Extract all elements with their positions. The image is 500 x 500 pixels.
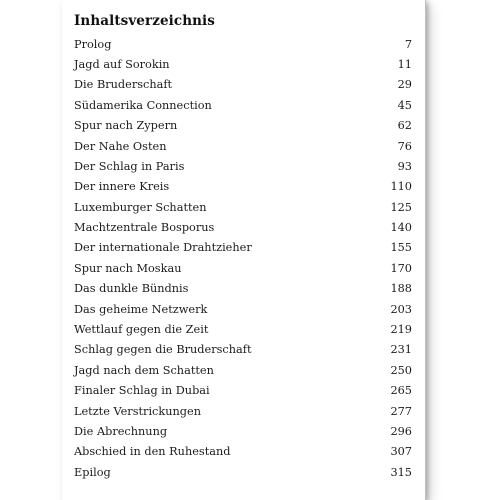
page-edge [425,0,426,500]
toc-entry-label: Prolog [74,37,112,51]
toc-entry-label: Spur nach Moskau [74,261,182,275]
toc-entry-page: 170 [390,261,412,275]
toc-entry-page: 110 [390,180,412,194]
toc-entry-label: Die Bruderschaft [74,78,173,92]
toc-entry-page: 93 [397,159,412,173]
toc-list [74,34,412,483]
toc-entry-label: Das dunkle Bündnis [74,282,189,296]
toc-entry [74,340,412,360]
toc-entry-page: 315 [390,465,412,479]
toc-entry [74,381,412,401]
toc-entry-page: 45 [397,98,412,112]
toc-entry-page: 140 [390,221,412,235]
toc-entry-label: Epilog [74,465,111,479]
toc-entry-page: 296 [390,424,412,438]
toc-entry [74,75,412,95]
toc-entry [74,360,412,380]
toc-entry-page: 219 [390,323,412,337]
toc-entry [74,462,412,482]
toc-entry-page: 265 [390,384,412,398]
toc-entry-label: Machtzentrale Bosporus [74,221,215,235]
toc-entry [74,116,412,136]
toc-entry-page: 277 [390,404,412,418]
toc-entry-label: Abschied in den Ruhestand [74,445,231,459]
toc-entry [74,319,412,339]
toc-entry-page: 155 [390,241,412,255]
toc-entry-label: Wettlauf gegen die Zeit [74,323,209,337]
toc-entry [74,299,412,319]
toc-entry-page: 76 [397,139,412,153]
toc-entry-page: 29 [397,78,412,92]
toc-entry [74,279,412,299]
toc-entry-page: 203 [390,302,412,316]
toc-entry-label: Jagd auf Sorokin [74,57,170,71]
toc-entry-page: 231 [390,343,412,357]
toc-entry-label: Finaler Schlag in Dubai [74,384,210,398]
toc-entry [74,156,412,176]
toc-entry-label: Der Schlag in Paris [74,159,185,173]
toc-entry-label: Luxemburger Schatten [74,200,207,214]
toc-entry [74,401,412,421]
toc-entry-page: 307 [390,445,412,459]
toc-entry-page: 250 [390,363,412,377]
toc-entry [74,34,412,54]
toc-entry-label: Das geheime Netzwerk [74,302,208,316]
toc-entry-page: 188 [390,282,412,296]
toc-entry-page: 7 [404,37,412,51]
toc-entry-label: Schlag gegen die Bruderschaft [74,343,252,357]
toc-entry-page: 62 [397,119,412,133]
toc-entry [74,238,412,258]
toc-entry-label: Der internationale Drahtzieher [74,241,252,255]
toc-entry [74,136,412,156]
toc-entry [74,218,412,238]
toc-entry-label: Der innere Kreis [74,180,170,194]
toc-entry [74,442,412,462]
toc-entry [74,177,412,197]
book-page [62,0,425,500]
toc-entry-label: Die Abrechnung [74,424,168,438]
toc-entry-label: Südamerika Connection [74,98,212,112]
toc-entry [74,95,412,115]
toc-title: Inhaltsverzeichnis [74,13,215,29]
toc-entry-label: Spur nach Zypern [74,119,178,133]
toc-entry [74,197,412,217]
toc-entry-page: 11 [397,57,412,71]
toc-entry-page: 125 [390,200,412,214]
toc-entry [74,258,412,278]
toc-entry-label: Jagd nach dem Schatten [74,363,214,377]
toc-entry [74,54,412,74]
toc-entry-label: Letzte Verstrickungen [74,404,201,418]
toc-entry-label: Der Nahe Osten [74,139,167,153]
toc-entry [74,421,412,441]
